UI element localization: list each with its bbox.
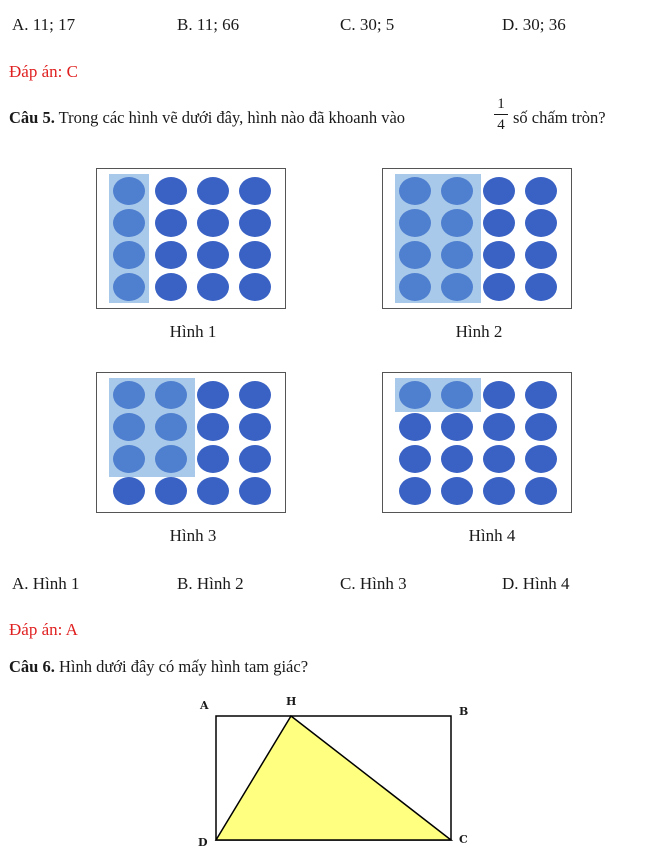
q4-option-b: B. 11; 66	[177, 15, 240, 34]
dot	[441, 445, 473, 473]
dot	[239, 413, 271, 441]
point-a-label: A	[200, 699, 209, 712]
q5-question	[9, 108, 405, 128]
dot	[197, 273, 229, 301]
q5-answer: Đáp án: A	[9, 620, 78, 639]
dot	[155, 177, 187, 205]
dot	[113, 445, 145, 473]
dot	[525, 413, 557, 441]
dot	[197, 177, 229, 205]
dot	[441, 477, 473, 505]
figure-2-caption: Hình 2	[455, 322, 503, 341]
figure-1	[96, 168, 286, 309]
dot	[239, 477, 271, 505]
dot	[113, 177, 145, 205]
point-d-label: D	[198, 836, 208, 849]
dot	[239, 241, 271, 269]
dot	[441, 413, 473, 441]
dot	[197, 445, 229, 473]
dot	[239, 177, 271, 205]
dot	[399, 209, 431, 237]
fraction-numerator: 1	[497, 96, 505, 112]
dot	[483, 381, 515, 409]
dot	[483, 477, 515, 505]
q5-label: Câu 5.	[9, 108, 55, 127]
q5-option-d: D. Hình 4	[502, 574, 570, 593]
dot	[155, 413, 187, 441]
dot	[197, 477, 229, 505]
point-h-label: H	[286, 695, 297, 708]
dot	[399, 241, 431, 269]
dot	[525, 273, 557, 301]
dot	[441, 209, 473, 237]
q5-text-after: số chấm tròn?	[513, 108, 606, 127]
dot	[155, 241, 187, 269]
q6-diagram	[190, 690, 480, 856]
q5-text-before: Trong các hình vẽ dưới đây, hình nào đã khoanh vào	[58, 108, 406, 127]
dot	[239, 209, 271, 237]
dot	[155, 273, 187, 301]
dot	[399, 445, 431, 473]
dot	[197, 413, 229, 441]
dot	[155, 381, 187, 409]
dot	[155, 445, 187, 473]
point-c-label: C	[459, 833, 468, 846]
point-b-label: B	[459, 705, 469, 718]
dot	[525, 477, 557, 505]
dot	[525, 177, 557, 205]
dot	[441, 177, 473, 205]
dot	[113, 477, 145, 505]
figure-3	[96, 372, 286, 513]
dot	[113, 273, 145, 301]
figure-4	[382, 372, 572, 513]
dot	[483, 445, 515, 473]
dot	[525, 445, 557, 473]
dot	[239, 273, 271, 301]
q6-question	[9, 657, 308, 677]
dot	[197, 209, 229, 237]
figure-4-caption: Hình 4	[468, 526, 516, 545]
dot	[113, 241, 145, 269]
dot	[399, 413, 431, 441]
dot	[441, 241, 473, 269]
figure-3-caption: Hình 3	[169, 526, 217, 545]
dot	[197, 381, 229, 409]
dot	[483, 177, 515, 205]
dot	[239, 445, 271, 473]
q5-fraction	[494, 95, 508, 134]
fraction-denominator: 4	[497, 117, 505, 133]
q4-answer: Đáp án: C	[9, 62, 78, 81]
dot	[113, 381, 145, 409]
q4-option-c: C. 30; 5	[340, 15, 395, 34]
dot	[525, 241, 557, 269]
dot	[441, 273, 473, 301]
dot	[483, 413, 515, 441]
dot	[399, 273, 431, 301]
q6-text: Hình dưới đây có mấy hình tam giác?	[58, 657, 309, 676]
dot	[239, 381, 271, 409]
dot	[399, 477, 431, 505]
dot	[113, 413, 145, 441]
q4-option-a: A. 11; 17	[12, 15, 76, 34]
dot	[197, 241, 229, 269]
q4-option-d: D. 30; 36	[502, 15, 566, 34]
dot	[483, 273, 515, 301]
dot	[483, 209, 515, 237]
dot	[113, 209, 145, 237]
figure-2	[382, 168, 572, 309]
dot	[441, 381, 473, 409]
q6-label: Câu 6.	[9, 657, 55, 676]
q5-option-b: B. Hình 2	[177, 574, 244, 593]
dot	[399, 177, 431, 205]
q5-option-c: C. Hình 3	[340, 574, 407, 593]
dot	[483, 241, 515, 269]
dot	[525, 381, 557, 409]
dot	[525, 209, 557, 237]
figure-1-caption: Hình 1	[169, 322, 217, 341]
q5-option-a: A. Hình 1	[12, 574, 80, 593]
dot	[155, 477, 187, 505]
dot	[155, 209, 187, 237]
dot	[399, 381, 431, 409]
